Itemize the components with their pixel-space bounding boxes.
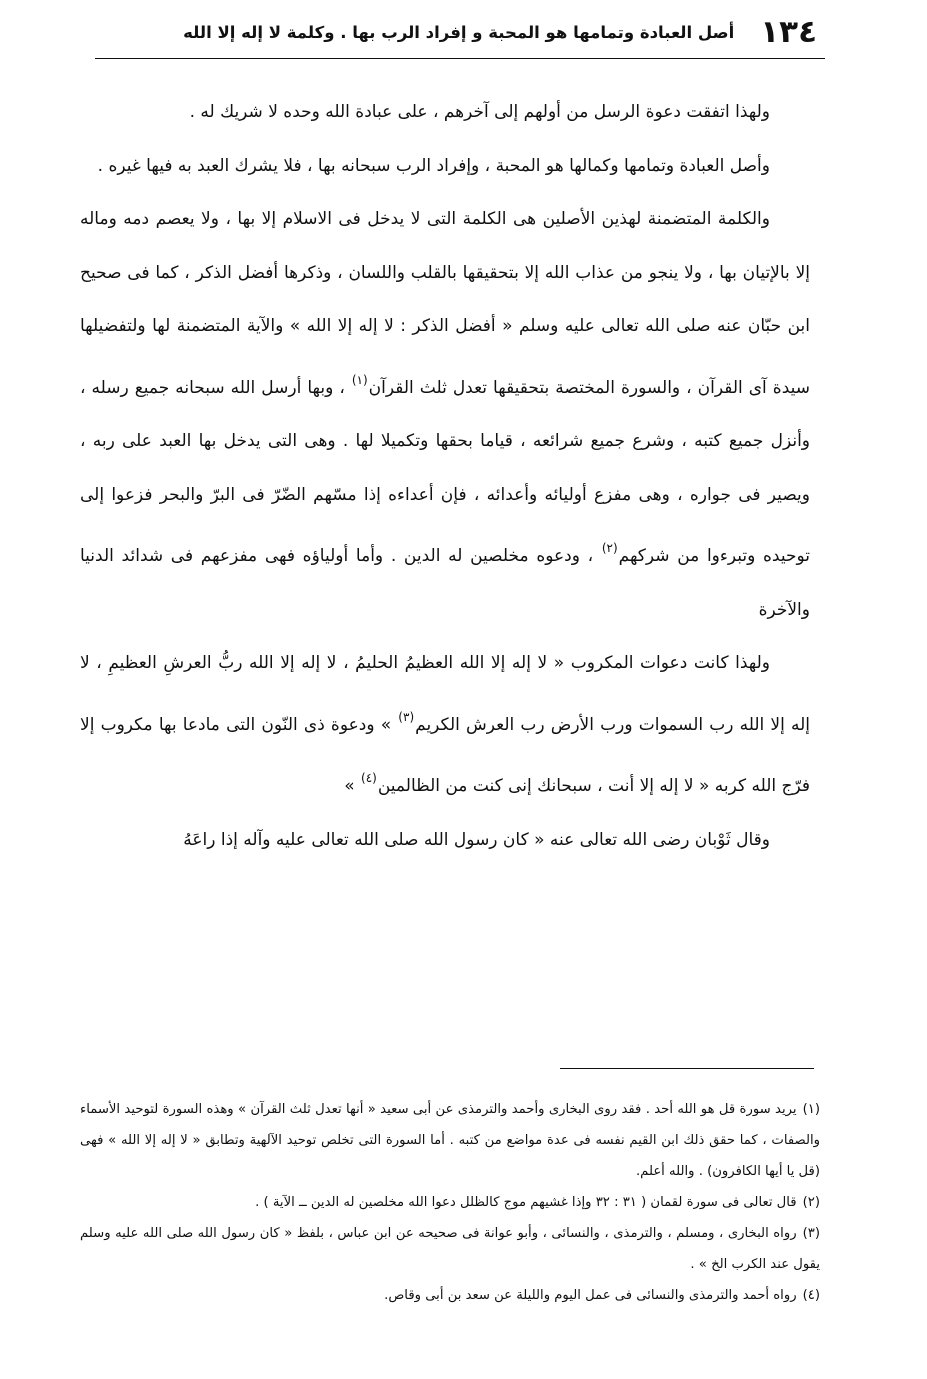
footnote-4-text: رواه أحمد والترمذى والنسائى فى عمل اليوم والليلة عن سعد بن أبى وقاص. bbox=[384, 1288, 797, 1303]
paragraph-1: ولهذا اتفقت دعوة الرسل من أولهم إلى آخرهم ، على عبادة الله وحده لا شريك له . bbox=[189, 102, 770, 122]
running-title: أصل العبادة وتمامها هو المحبة و إفراد الرب بها . وكلمة لا إله إلا الله bbox=[183, 22, 735, 42]
paragraph-3-text-b: ، وبها أرسل الله سبحانه جميع رسله ، وأنزل جميع كتبه ، وشرع جميع شرائعه ، قياما بحقها وتكميلا لها . وهى التى يدخل بها العبد على ربه ، ويصير فى جواره ، وهى مفزع أوليائه وأعدائه ، فإن أعداءه إذا مسّهم الضّرّ فى البرّ والبحر فزعوا إلى توحيده وتبرءوا من شركهم bbox=[80, 377, 810, 566]
footnote-marker-1[interactable]: (١) bbox=[351, 372, 368, 387]
footnote-marker-4[interactable]: (٤) bbox=[361, 771, 377, 785]
paragraph-5: وقال ثَوْبان رضى الله تعالى عنه « كان رسول الله صلى الله تعالى عليه وآله إذا راعَهُ bbox=[183, 829, 770, 850]
footnote-1-number: (١) bbox=[802, 1102, 820, 1117]
footnote-3-text: رواه البخارى ، ومسلم ، والترمذى ، والنسائى ، وأبو عوانة فى صحيحه عن ابن عباس ، بلفظ « كان رسول الله صلى الله عليه وسلم يقول عند الكرب الخ » . bbox=[80, 1226, 820, 1272]
footnote-4 bbox=[80, 1280, 820, 1311]
paragraph-4-close-quote-2: » bbox=[344, 776, 355, 796]
footnote-3-number: (٣) bbox=[802, 1226, 820, 1241]
paragraph-4 bbox=[80, 637, 810, 814]
body-text bbox=[80, 86, 810, 867]
footnote-3 bbox=[80, 1218, 820, 1280]
header-rule bbox=[95, 58, 825, 59]
footnote-2 bbox=[80, 1187, 820, 1218]
footnote-2-text: قال تعالى فى سورة لقمان ( ٣١ : ٣٢ وإذا غشيهم موج كالظلل دعوا الله مخلصين له الدين ــ الآية ) . bbox=[255, 1195, 797, 1210]
paragraph-3-text-c: ، ودعوه مخلصين له الدين . وأما أولياؤه فهى مفزعهم فى شدائد الدنيا والآخرة bbox=[80, 546, 810, 620]
paragraph-4-close-quote: » bbox=[380, 714, 392, 735]
page-header bbox=[95, 8, 825, 56]
footnote-4-number: (٤) bbox=[802, 1288, 820, 1303]
footnote-marker-2[interactable]: (٢) bbox=[601, 541, 618, 555]
paragraph-3 bbox=[80, 193, 810, 637]
paragraph-2: وأصل العبادة وتمامها وكمالها هو المحبة ، وإفراد الرب سبحانه بها ، فلا يشرك العبد به فيها غيره . bbox=[97, 155, 770, 176]
page-number: ١٣٤ bbox=[760, 14, 817, 50]
footnote-marker-3[interactable]: (٣) bbox=[398, 709, 415, 724]
paragraph-4-text-b: ودعوة ذى النّون التى مادعا بها مكروب إلا فرّج الله كربه « لا إله إلا أنت ، سبحانك إنى كنت من الظالمين bbox=[80, 714, 810, 796]
paragraph-3-text-a: والكلمة المتضمنة لهذين الأصلين هى الكلمة التى لا يدخل فى الاسلام إلا بها ، ولا يعصم دمه وماله إلا بالإتيان بها ، ولا ينجو من عذاب الله إلا بتحقيقها بالقلب واللسان ، وذكرها أفضل الذكر ، كما فى صحيح ابن حبّان عنه صلى الله تعالى عليه وسلم « أفضل الذكر : لا إله إلا الله » والآية المتضمنة لها ولتفضيلها سيدة آى القرآن ، والسورة المختصة بتحقيقها تعدل ثلث القرآن bbox=[80, 209, 810, 398]
footnote-2-number: (٢) bbox=[802, 1195, 820, 1210]
footnote-1 bbox=[80, 1094, 820, 1187]
paragraph-4-text-a: ولهذا كانت دعوات المكروب « لا إله إلا الله العظيمُ الحليمُ ، لا إله إلا الله ربُّ العرشِ العظيمِ ، لا إله إلا الله رب السموات ورب الأرض رب العرش الكريم bbox=[80, 653, 811, 735]
footnote-1-text: يريد سورة قل هو الله أحد . فقد روى البخارى وأحمد والترمذى عن أبى سعيد « أنها تعدل ثلث القرآن » وهذه السورة لتوحيد الأسماء والصفات ، كما حقق ذلك ابن القيم نفسه فى عدة مواضع من كتبه . أما السورة التى تخلص توحيد الآلهية وتطابق « لا إله إلا الله » فهى (قل يا أيها الكافرون) . والله أعلم. bbox=[80, 1102, 820, 1179]
footnotes bbox=[80, 1094, 820, 1311]
footnote-rule bbox=[560, 1068, 814, 1069]
